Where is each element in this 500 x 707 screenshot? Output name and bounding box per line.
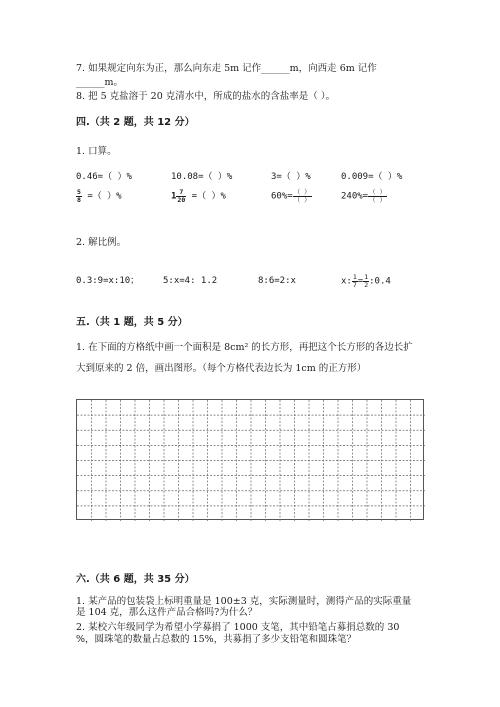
section-6-title: 六.（共 6 题，共 35 分） <box>76 574 195 585</box>
mental-calc-8: 240%= $\frac{( )}{( )}$ <box>341 188 387 204</box>
mental-calc-6: 1 $\frac{7}{20}$ =（ ）% <box>171 188 226 204</box>
question-7-line-1: 7. 如果规定向东为正，那么向东走 5m 记作______m，向西走 6m 记作 <box>76 63 377 74</box>
section-6-question-1-line-1: 1. 某产品的包装袋上标明重量是 100±3 克，实际测量时，测得产品的实际重量 <box>76 596 412 607</box>
section-6-question-2-line-2: %，圆珠笔的数量占总数的 15%，共募捐了多少支铅笔和圆珠笔？ <box>76 634 357 645</box>
proportion-4: x: $\frac{1}{7}$ = $\frac{1}{2}$ :0.4 <box>341 273 391 289</box>
mental-calc-2: 10.08=（ ）% <box>171 172 233 182</box>
mental-calc-7: 60%= $\frac{( )}{( )}$ <box>271 188 311 204</box>
grid-lines <box>77 400 425 521</box>
mental-calc-3: 3=（ ）% <box>271 172 311 182</box>
fraction: $\frac{7}{20}$ <box>177 188 186 204</box>
question-8: 8. 把 5 克盐溶于 20 克清水中，所成的盐水的含盐率是（ ）。 <box>76 91 336 102</box>
mental-calc-5: $\frac{5}{8}$ =（ ）% <box>77 188 122 204</box>
proportion-3: 8:6=2:x <box>258 276 296 286</box>
question-7-line-2: ______m。 <box>76 77 124 88</box>
section-5-title: 五.（共 1 题，共 5 分） <box>76 317 188 328</box>
section-4-title: 四.（共 2 题，共 12 分） <box>76 117 195 128</box>
fraction: $\frac{( )}{( )}$ <box>369 188 387 204</box>
fraction: $\frac{1}{2}$ <box>364 273 369 289</box>
section-5-question-1-line-2: 大到原来的 2 倍，画出图形。（每个方格代表边长为 1cm 的正方形） <box>76 363 367 374</box>
section-4-question-1: 1. 口算。 <box>76 146 117 157</box>
fraction: $\frac{( )}{( )}$ <box>293 188 311 204</box>
mental-calc-1: 0.46=（ ）% <box>76 172 132 182</box>
section-6-question-2-line-1: 2. 某校六年级同学为希望小学募捐了 1000 支笔，其中铅笔占募捐总数的 30 <box>76 622 400 633</box>
section-6-question-1-line-2: 是 104 克，那么这件产品合格吗?为什么？ <box>76 607 258 618</box>
section-5-question-1-line-1: 1. 在下面的方格纸中画一个面积是 8cm² 的长方形，再把这个长方形的各边长扩 <box>76 342 413 353</box>
fraction: $\frac{5}{8}$ <box>77 188 81 204</box>
mental-calc-4: 0.009=（ ）% <box>341 172 403 182</box>
proportion-1: 0.3:9=x:10； <box>76 276 140 286</box>
proportion-2: 5:x=4: 1.2 <box>163 276 218 286</box>
section-4-question-2: 2. 解比例。 <box>76 237 127 248</box>
grid-paper[interactable] <box>76 399 424 520</box>
fraction: $\frac{1}{7}$ <box>352 273 357 289</box>
